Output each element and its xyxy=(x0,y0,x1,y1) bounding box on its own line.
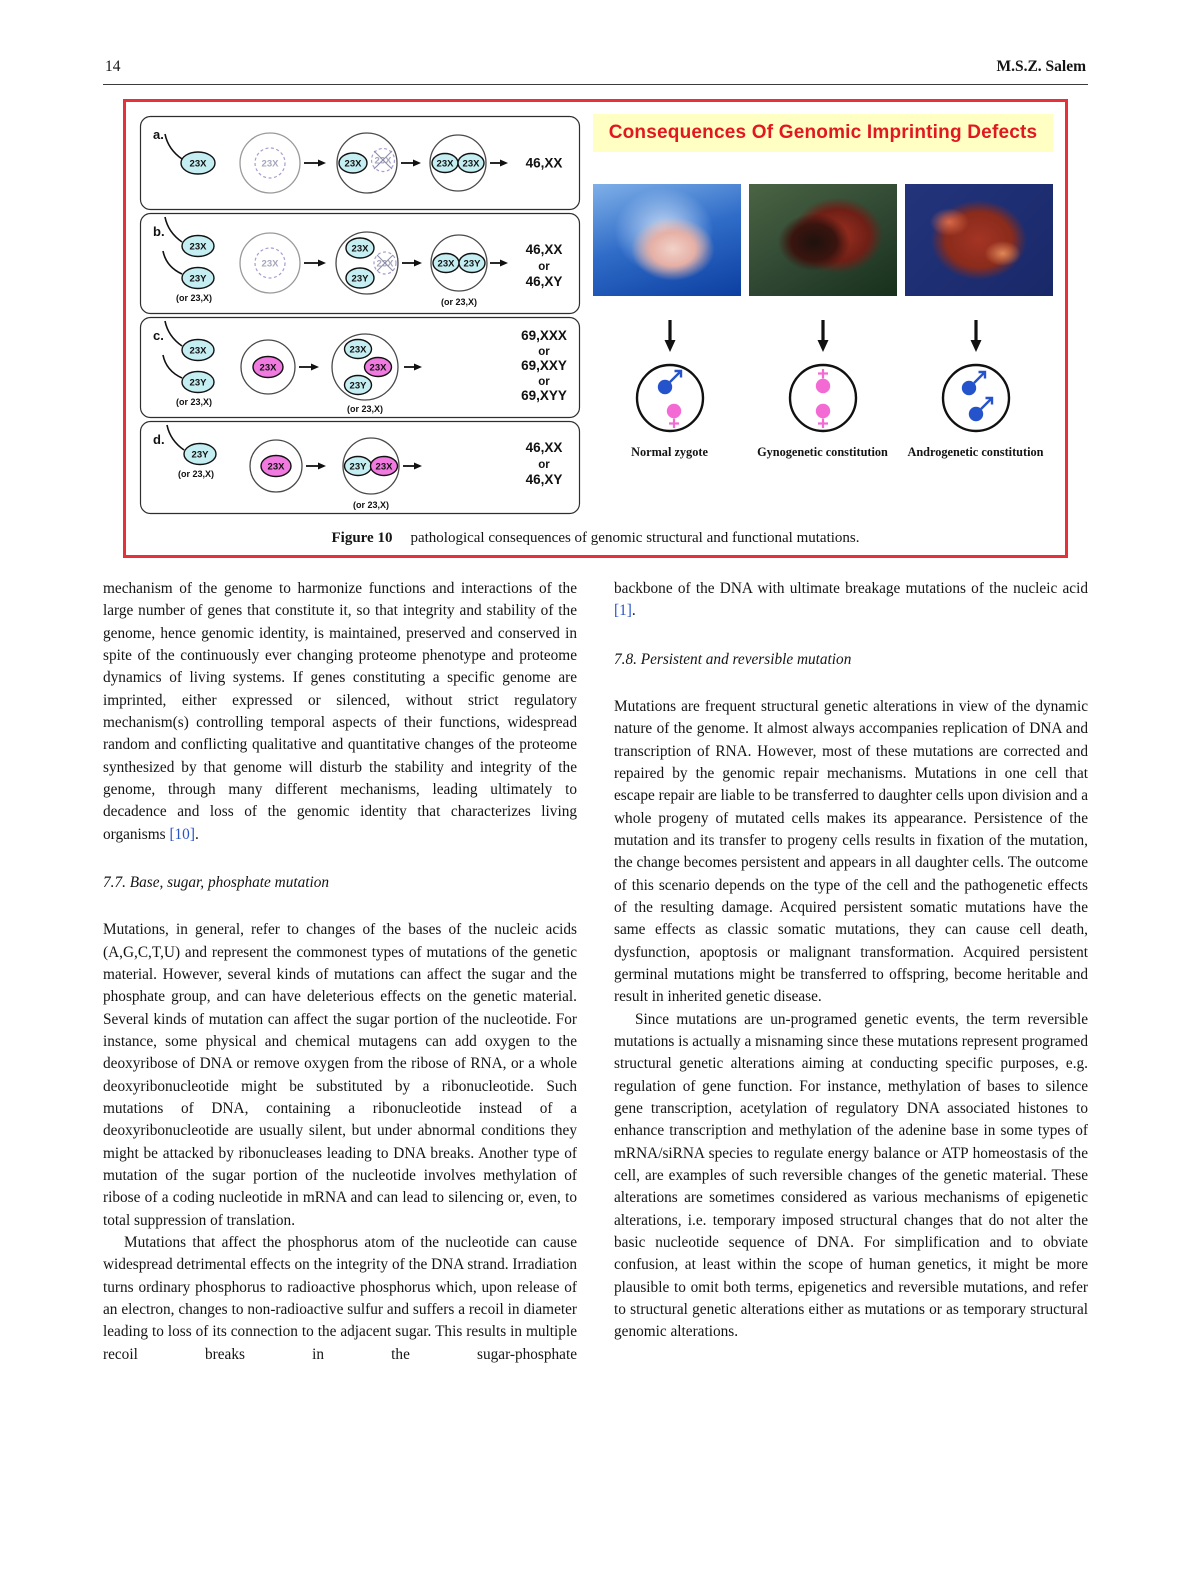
androgenetic-label: Androgenetic constitution xyxy=(907,445,1044,459)
svg-text:23X: 23X xyxy=(376,258,394,270)
svg-text:or: or xyxy=(538,261,550,273)
paragraph: mechanism of the genome to harmonize functions and interactions of the large number of genes that constitute it, so that integrity and stability of the genome, hence genomic identity, is maintained, preserved and conserved in spite of the continuously ever changing proteome phenotype and proteome dynamics of living systems. If genes constituting a specific genome are imprinted, either expressed or silenced, without strict regulatory mechanism(s) controlling temporal aspects of their functions, widespread random and conflicting qualitative and quantitative changes of the proteome synthesized by that genome will disturb the stability and integrity of the genome, through many different mechanisms, leading ultimately to decadence and loss of the genomic identity that characterizes living organisms [10]. xyxy=(103,580,577,843)
gynogenetic-column xyxy=(746,318,899,460)
panel-d xyxy=(141,422,580,514)
zygote-diagrams xyxy=(593,318,1053,460)
panel-c xyxy=(141,318,580,418)
svg-text:23X: 23X xyxy=(259,362,277,374)
svg-text:23Y: 23Y xyxy=(189,273,207,285)
figure-banner-title: Consequences Of Genomic Imprinting Defects xyxy=(593,114,1053,152)
svg-text:23X: 23X xyxy=(189,241,207,253)
embryo-photo xyxy=(593,184,741,296)
svg-text:23X: 23X xyxy=(267,461,285,473)
paragraph: Mutations, in general, refer to changes of the bases of the nucleic acids (A,G,C,T,U) and represent the commonest types of mutations of the genetic material. However, several kinds of mutations can affect the sugar and the phosphate group, and can have deleterious effects on the genetic material. Several kinds of mutation can affect the sugar portion of the nucleotide. For instance, some physical and chemical mutagens can add oxygen to the deoxyribose of DNA or remove oxygen from the ribose of RNA, or a whole deoxyribonucleotide might be substituted by a ribonucleotide. Such mutations of DNA, containing a ribonucleotide instead of a deoxyribonucleotide are usually silent, but under abnormal conditions they might be attacked by ribonucleases leading to DNA breaks. Another type of mutation of the sugar portion of the nucleotide involves methylation of ribose of a coding nucleotide in mRNA and can lead to silencing or, even, to total suppression of translation. xyxy=(103,921,577,1229)
androgenetic-specimen-photo xyxy=(905,184,1053,296)
svg-text:23X: 23X xyxy=(462,158,480,170)
specimen-photos xyxy=(593,184,1053,296)
svg-text:23X: 23X xyxy=(437,258,455,270)
panel-b xyxy=(141,214,580,314)
svg-text:(or 23,X): (or 23,X) xyxy=(177,469,215,479)
svg-text:(or 23,X): (or 23,X) xyxy=(440,297,478,307)
svg-text:23X: 23X xyxy=(261,158,279,170)
svg-text:23X: 23X xyxy=(375,461,393,473)
svg-text:or: or xyxy=(538,459,550,471)
svg-text:23X: 23X xyxy=(351,243,369,255)
paragraph: Since mutations are un-programed genetic events, the term reversible mutations is actually a misnaming since these mutations represent programed structural genetic alterations aiming at conducting specific purposes, e.g. regulation of gene function. For instance, methylation of bases to silence gene transcription, acetylation of regulatory DNA associated histones to enhance transcription and methylation of the adenine base in some types of mRNA/siRNA species to regulate energy balance or ATP homeostasis of the cell, are examples of such reversible changes of the genetic material. These alterations are sometimes considered as various mechanisms of epigenetic alterations, i.e. temporary imposed structural changes that do not alter the basic nucleotide sequence of DNA. For simplification and to obviate confusion, at least within the scope of human genetics, it might be more plausible to omit both terms, epigenetics and reversible mutations, and refer to structural genetic alterations either as mutations or as temporary structural genomic alterations. xyxy=(614,1010,1088,1341)
svg-text:46,XX: 46,XX xyxy=(525,242,563,257)
normal-zygote-column xyxy=(593,318,746,460)
svg-text:d.: d. xyxy=(153,432,165,447)
running-author: M.S.Z. Salem xyxy=(996,58,1086,75)
svg-text:(or 23,X): (or 23,X) xyxy=(175,293,213,303)
svg-text:b.: b. xyxy=(153,224,165,239)
svg-text:69,XXY: 69,XXY xyxy=(521,358,567,373)
section-heading-7-7: 7.7. Base, sugar, phosphate mutation xyxy=(103,873,330,891)
svg-text:a.: a. xyxy=(153,127,164,142)
svg-text:c.: c. xyxy=(153,328,164,343)
down-arrow-and-normal-zygote-diagram xyxy=(608,318,732,442)
paragraph: Mutations that affect the phosphorus atom of the nucleotide can cause widespread detrimental effects on the integrity of the DNA strand. Irradiation turns ordinary phosphorus to radioactive phosphorus which, upon release of an electron, changes to non-radioactive sulfur and suffers a recoil in diameter leading to loss of its connection to the adjacent sugar. This results in multiple recoil breaks in the sugar-phosphate xyxy=(103,1233,577,1363)
page-number: 14 xyxy=(105,58,121,75)
figure-caption-label: Figure 10 xyxy=(331,530,393,546)
svg-text:23Y: 23Y xyxy=(189,377,207,389)
svg-text:69,XXX: 69,XXX xyxy=(521,328,567,343)
svg-text:23X: 23X xyxy=(369,362,387,374)
figure-10-box xyxy=(123,99,1068,558)
gynogenetic-label: Gynogenetic constitution xyxy=(757,445,888,459)
gynogenetic-specimen-photo xyxy=(749,184,897,296)
svg-text:46,XX: 46,XX xyxy=(525,155,563,171)
figure-right-panel xyxy=(593,114,1053,516)
svg-text:23X: 23X xyxy=(189,345,207,357)
paragraph: Mutations are frequent structural genetic alterations in view of the dynamic nature of the genome. It almost always accompanies replication of DNA and transcription of RNA. However, most of these mutations are corrected and repaired by the genomic repair mechanisms. Mutations in one cell that escape repair are liable to be transferred to daughter cells upon division and a whole progeny of mutated cells makes its appearance. Persistence of the mutation and its transfer to progeny cells results in fixation of the mutation, the change becomes persistent and appears in all daughter cells. The outcome of this scenario depends on the type of the cell and the pathogenetic effects of the resulting damage. Acquired persistent somatic mutations have the same effects as classic somatic mutations, they can cause cell death, dysfunction, apoptosis or malignant transformation. Acquired persistent germinal mutations might be transferred to offspring, become heritable and result in inherited genetic disease. xyxy=(614,697,1088,1006)
svg-text:23Y: 23Y xyxy=(351,273,369,285)
svg-text:23Y: 23Y xyxy=(349,380,367,392)
svg-text:46,XY: 46,XY xyxy=(525,274,563,289)
androgenetic-column xyxy=(899,318,1052,460)
figure-content xyxy=(138,114,1053,516)
down-arrow-and-androgenetic-diagram xyxy=(914,318,1038,442)
svg-text:(or 23,X): (or 23,X) xyxy=(352,500,390,510)
svg-text:23X: 23X xyxy=(344,158,362,170)
svg-text:69,XYY: 69,XYY xyxy=(521,388,567,403)
svg-text:23X: 23X xyxy=(261,258,279,270)
imprinting-diagram xyxy=(138,114,583,516)
left-column xyxy=(103,578,577,1366)
right-column xyxy=(614,578,1088,1366)
svg-text:23Y: 23Y xyxy=(463,258,481,270)
citation-link[interactable]: [10] xyxy=(169,825,195,843)
svg-text:23X: 23X xyxy=(189,158,207,170)
svg-text:or: or xyxy=(538,346,550,358)
normal-zygote-label: Normal zygote xyxy=(631,445,708,459)
svg-text:or: or xyxy=(538,376,550,388)
citation-link[interactable]: [1] xyxy=(614,602,632,620)
svg-text:46,XY: 46,XY xyxy=(525,472,563,487)
svg-text:46,XX: 46,XX xyxy=(525,440,563,455)
down-arrow-and-gynogenetic-diagram xyxy=(761,318,885,442)
svg-text:23X: 23X xyxy=(349,344,367,356)
figure-caption-text: pathological consequences of genomic structural and functional mutations. xyxy=(410,530,860,546)
svg-text:23X: 23X xyxy=(436,158,454,170)
svg-text:23Y: 23Y xyxy=(349,461,367,473)
svg-text:23X: 23X xyxy=(374,155,392,167)
svg-text:(or 23,X): (or 23,X) xyxy=(346,404,384,414)
panel-a xyxy=(141,117,580,210)
svg-text:(or 23,X): (or 23,X) xyxy=(175,397,213,407)
section-heading-7-8: 7.8. Persistent and reversible mutation xyxy=(614,650,852,668)
running-head xyxy=(103,0,1088,85)
figure-caption xyxy=(138,530,1053,547)
paragraph: backbone of the DNA with ultimate breakage mutations of the nucleic acid [1]. xyxy=(614,580,1088,620)
svg-text:23Y: 23Y xyxy=(191,449,209,461)
body-columns xyxy=(103,578,1088,1366)
